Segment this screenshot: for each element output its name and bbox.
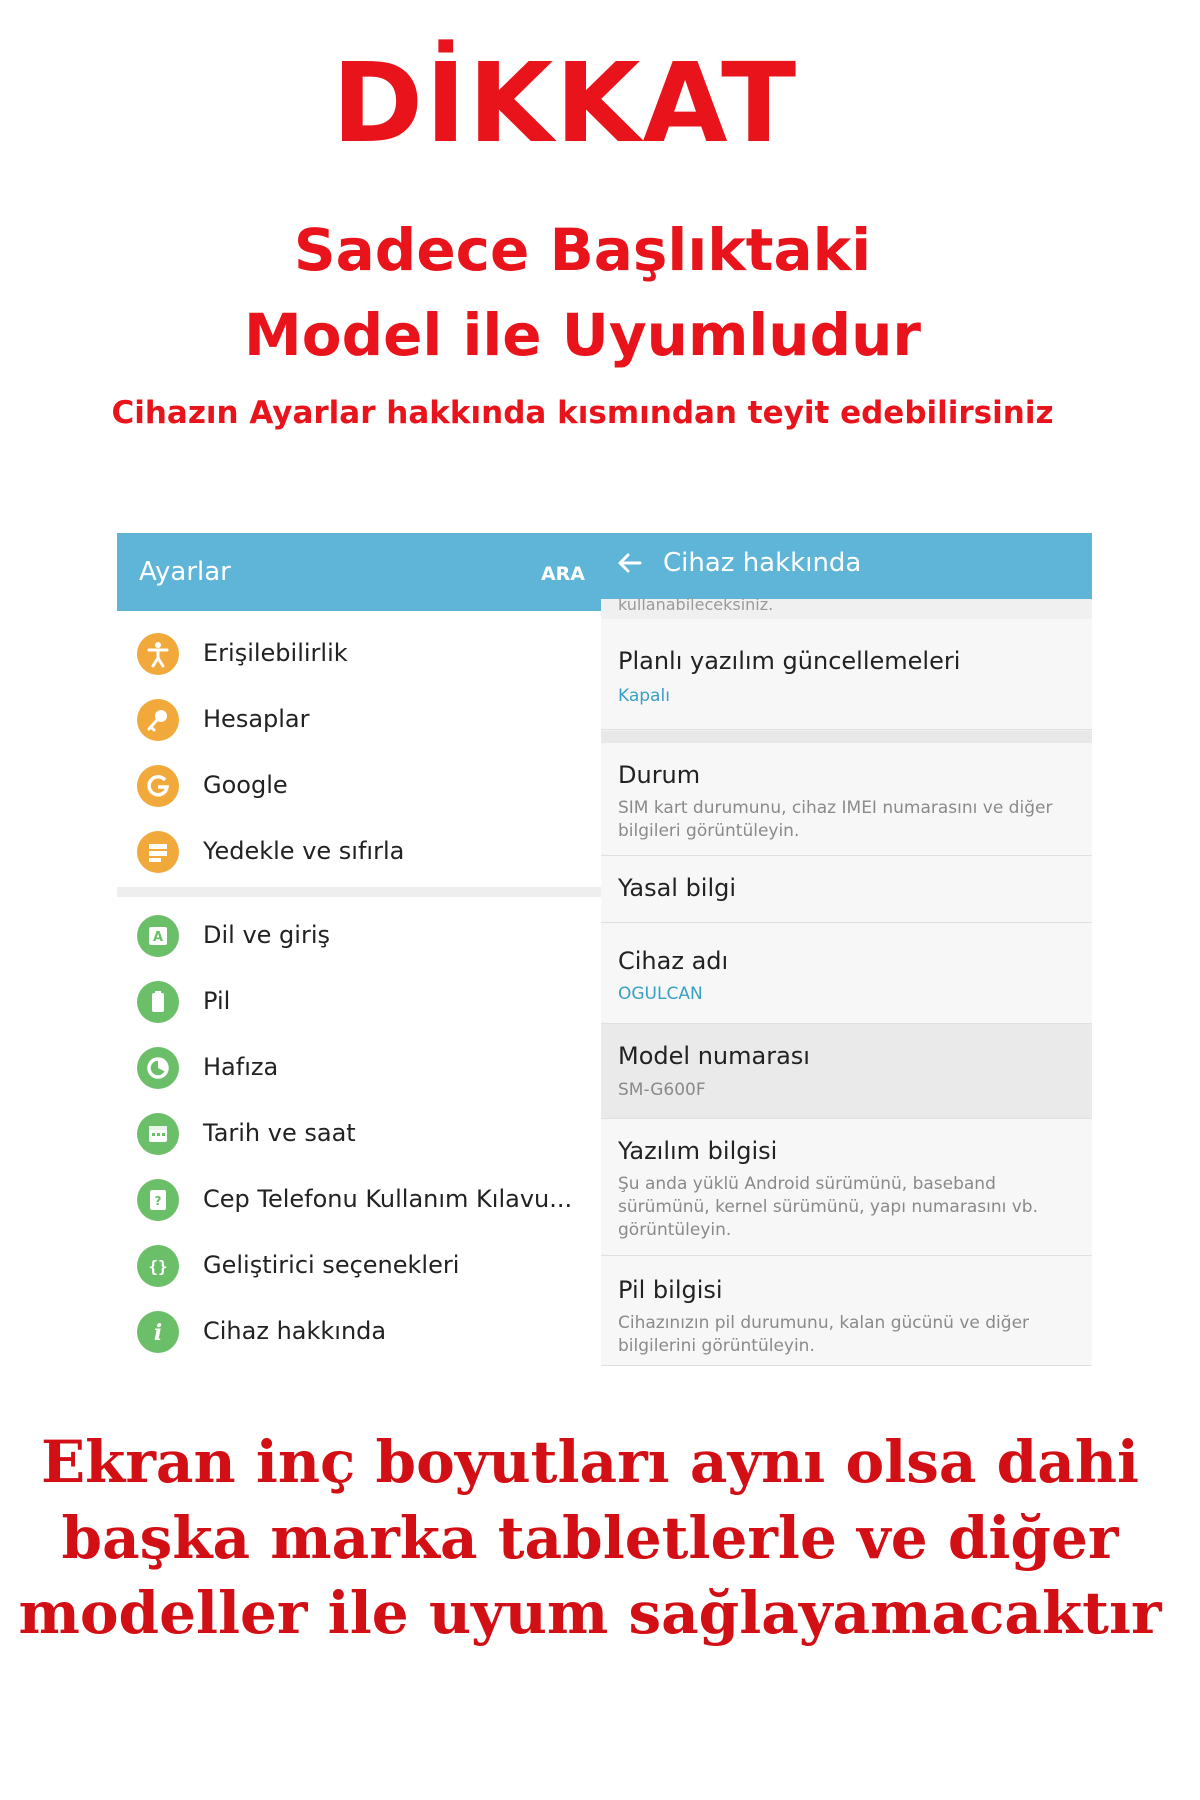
battery-info-item[interactable] [601, 1256, 1092, 1366]
sidebar-item-label: Geliştirici seçenekleri [203, 1251, 460, 1279]
item-title: Model numarası [618, 1042, 810, 1070]
item-subtitle: Cihazınızın pil durumunu, kalan gücünü ve diğer bilgilerini görüntüleyin. [618, 1313, 1030, 1356]
about-device-panel [601, 533, 1092, 1365]
about-app-bar [601, 533, 1092, 599]
language-icon [137, 915, 179, 957]
sidebar-item-accounts[interactable] [117, 687, 601, 753]
sidebar-item-developer-options[interactable] [117, 1233, 601, 1299]
sidebar-item-battery[interactable] [117, 969, 601, 1035]
calendar-icon [137, 1113, 179, 1155]
sidebar-item-label: Google [203, 771, 288, 799]
sidebar-item-label: Tarih ve saat [203, 1119, 356, 1147]
settings-app-bar [117, 533, 601, 611]
search-button[interactable]: ARA [540, 563, 585, 585]
settings-list-panel [117, 533, 601, 1365]
sidebar-item-label: Cihaz hakkında [203, 1317, 387, 1345]
warning-title: DİKKAT [331, 39, 799, 167]
sidebar-item-label: Hesaplar [203, 705, 310, 733]
item-title: Yasal bilgi [618, 874, 737, 902]
item-subtitle: OGULCAN [618, 984, 703, 1004]
item-title: Pil bilgisi [618, 1276, 723, 1304]
sidebar-item-label: Pil [203, 987, 231, 1015]
settings-title: Ayarlar [139, 557, 231, 587]
section-divider [117, 887, 601, 897]
svg-text:A: A [152, 930, 164, 945]
sidebar-item-google[interactable] [117, 753, 601, 819]
sidebar-item-label: Erişilebilirlik [203, 639, 348, 667]
sidebar-item-backup[interactable] [117, 819, 601, 885]
item-title: Planlı yazılım güncellemeleri [618, 647, 961, 675]
about-title: Cihaz hakkında [663, 548, 862, 578]
footer-line-1: Ekran inç boyutları aynı olsa dahi [40, 1428, 1140, 1496]
storage-icon [137, 1047, 179, 1089]
sidebar-item-accessibility[interactable] [117, 621, 601, 687]
manual-icon [137, 1179, 179, 1221]
sidebar-item-label: Hafıza [203, 1053, 279, 1081]
developer-icon [137, 1245, 179, 1287]
svg-text:i: i [153, 1320, 163, 1346]
sidebar-item-user-manual[interactable] [117, 1167, 601, 1233]
svg-text:?: ? [154, 1194, 162, 1208]
warning-line-1: Sadece Başlıktaki [293, 216, 872, 284]
section-divider [601, 731, 1092, 743]
sidebar-item-date-time[interactable] [117, 1101, 601, 1167]
sidebar-item-label: Yedekle ve sıfırla [203, 837, 405, 865]
item-subtitle: Şu anda yüklü Android sürümünü, baseband sürümünü, kernel sürümünü, yapı numarasını vb. görüntüleyin. [618, 1174, 1038, 1240]
settings-screenshot [117, 533, 1092, 1365]
item-title: Durum [618, 761, 701, 789]
info-icon [137, 1311, 179, 1353]
footer-line-2: başka marka tabletlerle ve diğer [61, 1504, 1119, 1572]
software-info-item[interactable] [601, 1119, 1092, 1256]
sidebar-item-language[interactable] [117, 903, 601, 969]
google-icon [137, 765, 179, 807]
back-arrow-icon[interactable] [613, 546, 647, 580]
item-title: Yazılım bilgisi [618, 1137, 778, 1165]
item-subtitle: SIM kart durumunu, cihaz IMEI numarasını ve diğer bilgileri görüntüleyin. [618, 798, 1053, 841]
item-title: Cihaz adı [618, 947, 729, 975]
scheduled-updates-item[interactable] [601, 619, 1092, 730]
backup-icon [137, 831, 179, 873]
footer-line-3: modeller ile uyum sağlayamacaktır [18, 1579, 1162, 1647]
legal-info-item[interactable] [601, 856, 1092, 923]
sidebar-item-label: Cep Telefonu Kullanım Kılavu... [203, 1185, 573, 1213]
truncated-text: kullanabileceksiniz. [618, 595, 774, 614]
battery-icon [137, 981, 179, 1023]
item-subtitle: Kapalı [618, 686, 670, 706]
sidebar-item-about-device[interactable] [117, 1299, 601, 1365]
svg-text:{}: {} [148, 1257, 168, 1276]
item-subtitle: SM-G600F [618, 1080, 706, 1100]
status-item[interactable] [601, 743, 1092, 856]
warning-note: Cihazın Ayarlar hakkında kısmından teyit edebilirsiniz [111, 395, 1054, 431]
sidebar-item-label: Dil ve giriş [203, 921, 330, 949]
model-number-item[interactable] [601, 1024, 1092, 1119]
accessibility-icon [137, 633, 179, 675]
warning-line-2: Model ile Uyumludur [244, 301, 921, 369]
sidebar-item-storage[interactable] [117, 1035, 601, 1101]
device-name-item[interactable] [601, 923, 1092, 1024]
key-icon [137, 699, 179, 741]
